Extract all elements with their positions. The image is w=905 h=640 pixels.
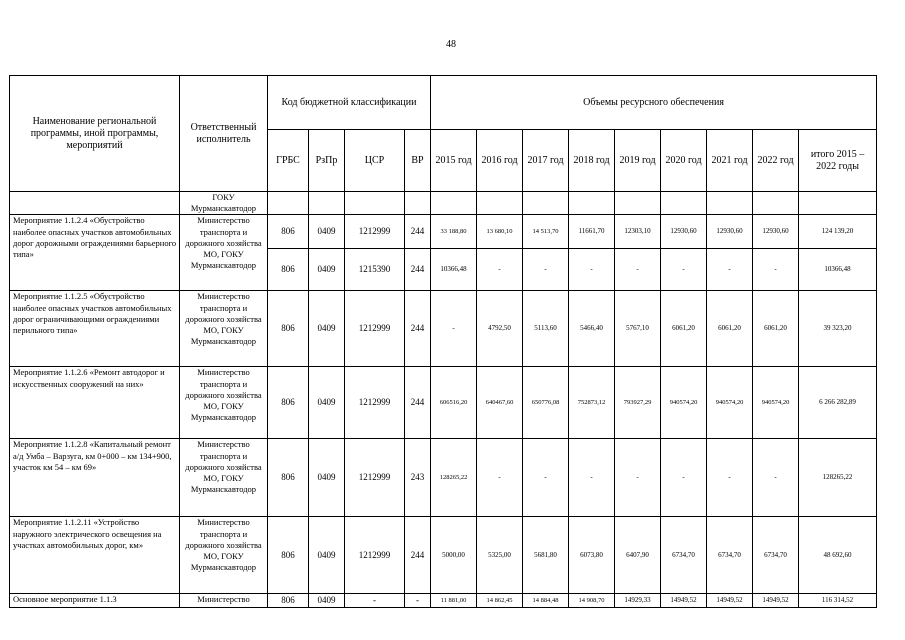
measure-name: Основное мероприятие 1.1.3 [10,594,180,608]
csr-cell: 1212999 [345,215,405,249]
measure-name: Мероприятие 1.1.2.6 «Ремонт автодорог и искусственных сооружений на них» [10,367,180,439]
year-value-cell: 6061,20 [661,291,707,367]
vr-cell: 244 [405,517,431,594]
year-value-cell: - [477,249,523,291]
year-value-cell: - [523,439,569,517]
year-value-cell: 14 862,45 [477,594,523,608]
csr-cell: 1212999 [345,439,405,517]
year-value-cell: - [569,249,615,291]
year-value-cell: 6061,20 [707,291,753,367]
page-number: 48 [446,39,456,50]
year-value-cell: 14949,52 [661,594,707,608]
year-value-cell: - [661,249,707,291]
year-value-cell: 14949,52 [707,594,753,608]
table-body [10,192,877,608]
table-row [10,517,877,594]
header-year: 2021 год [707,130,753,192]
year-value-cell: - [707,439,753,517]
year-value-cell: - [707,249,753,291]
measure-name [10,192,180,215]
vr-cell: 244 [405,249,431,291]
grbs-cell: 806 [268,367,309,439]
year-value-cell: 5767,10 [615,291,661,367]
year-value-cell: 12930,60 [753,215,799,249]
executor-cell: Министерство транспорта и дорожного хозяйства МО, ГОКУ Мурманскавтодор [180,367,268,439]
year-value-cell: 5000,00 [431,517,477,594]
year-value-cell: - [615,439,661,517]
year-value-cell: - [431,291,477,367]
grbs-cell: 806 [268,249,309,291]
csr-cell: - [345,594,405,608]
year-value-cell: 5681,80 [523,517,569,594]
header-year: 2019 год [615,130,661,192]
grbs-cell: 806 [268,439,309,517]
year-value-cell: - [477,439,523,517]
measure-name: Мероприятие 1.1.2.5 «Обустройство наиболее опасных участков автомобильных дорог ограничивающими ограждениями перильного типа» [10,291,180,367]
year-value-cell: - [569,439,615,517]
vr-cell: 244 [405,215,431,249]
year-value-cell: 12930,60 [661,215,707,249]
header-resources: Объемы ресурсного обеспечения [431,76,877,130]
executor-cell: Министерство транспорта и дорожного хозяйства МО, ГОКУ Мурманскавтодор [180,215,268,291]
rzpr-cell: 0409 [309,517,345,594]
header-grbs: ГРБС [268,130,309,192]
year-value-cell: - [753,439,799,517]
year-value-cell: 6061,20 [753,291,799,367]
budget-table [9,75,877,608]
header-total: итого 2015 – 2022 годы [799,130,877,192]
year-value-cell: 33 188,80 [431,215,477,249]
year-value-cell: 13 680,10 [477,215,523,249]
header-name: Наименование региональной программы, иной программы, мероприятий [10,76,180,192]
vr-cell: - [405,594,431,608]
measure-name: Мероприятие 1.1.2.11 «Устройство наружного электрического освещения на участках автомобильных дорог, км» [10,517,180,594]
year-value-cell: 940574,20 [753,367,799,439]
header-rzpr: РзПр [309,130,345,192]
executor-cell: ГОКУ Мурманскавтодор [180,192,268,215]
total-cell: 124 139,20 [799,215,877,249]
year-value-cell: 6734,70 [753,517,799,594]
csr-cell: 1212999 [345,517,405,594]
year-value-cell: 940574,20 [707,367,753,439]
header-year: 2017 год [523,130,569,192]
header-vr: ВР [405,130,431,192]
table-row [10,439,877,517]
table-row [10,594,877,608]
rzpr-cell: 0409 [309,594,345,608]
year-value-cell: 5113,60 [523,291,569,367]
executor-cell: Министерство транспорта и дорожного хозяйства МО, ГОКУ Мурманскавтодор [180,439,268,517]
total-cell: 10366,48 [799,249,877,291]
total-cell: 39 323,20 [799,291,877,367]
vr-cell: 244 [405,367,431,439]
year-value-cell: 752873,12 [569,367,615,439]
csr-cell: 1212999 [345,367,405,439]
table-row [10,291,877,367]
year-value-cell: - [615,249,661,291]
executor-cell: Министерство [180,594,268,608]
year-value-cell: 11 881,00 [431,594,477,608]
year-value-cell: 6407,90 [615,517,661,594]
year-value-cell: 14 513,70 [523,215,569,249]
year-value-cell: 6734,70 [661,517,707,594]
grbs-cell: 806 [268,594,309,608]
year-value-cell: 14929,33 [615,594,661,608]
year-value-cell: 940574,20 [661,367,707,439]
vr-cell: 244 [405,291,431,367]
year-value-cell: 793927,29 [615,367,661,439]
header-csr: ЦСР [345,130,405,192]
year-value-cell: 12930,60 [707,215,753,249]
executor-cell: Министерство транспорта и дорожного хозяйства МО, ГОКУ Мурманскавтодор [180,291,268,367]
year-value-cell: 5325,00 [477,517,523,594]
csr-cell: 1215390 [345,249,405,291]
year-value-cell: 5466,40 [569,291,615,367]
year-value-cell: 14 884,48 [523,594,569,608]
total-cell: 128265,22 [799,439,877,517]
header-executor: Ответственный исполнитель [180,76,268,192]
header-year: 2022 год [753,130,799,192]
rzpr-cell: 0409 [309,439,345,517]
measure-name: Мероприятие 1.1.2.8 «Капитальный ремонт а/д Умба – Варзуга, км 0+000 – км 134+900, участок км 54 – км 69» [10,439,180,517]
year-value-cell: 11661,70 [569,215,615,249]
year-value-cell: - [661,439,707,517]
rzpr-cell: 0409 [309,367,345,439]
year-value-cell: 14 908,70 [569,594,615,608]
header-year: 2018 год [569,130,615,192]
year-value-cell: 650776,08 [523,367,569,439]
year-value-cell: 12303,10 [615,215,661,249]
executor-cell: Министерство транспорта и дорожного хозяйства МО, ГОКУ Мурманскавтодор [180,517,268,594]
rzpr-cell: 0409 [309,215,345,249]
total-cell: 48 692,60 [799,517,877,594]
year-value-cell: 4792,50 [477,291,523,367]
year-value-cell: 606516,20 [431,367,477,439]
rzpr-cell: 0409 [309,249,345,291]
total-cell: 6 266 282,89 [799,367,877,439]
table-row [10,192,877,215]
grbs-cell: 806 [268,291,309,367]
year-value-cell: 10366,48 [431,249,477,291]
year-value-cell: - [523,249,569,291]
total-cell: 116 314,52 [799,594,877,608]
vr-cell: 243 [405,439,431,517]
grbs-cell: 806 [268,215,309,249]
table-row [10,367,877,439]
year-value-cell: 6073,80 [569,517,615,594]
header-year: 2015 год [431,130,477,192]
table-row [10,215,877,249]
header-year: 2016 год [477,130,523,192]
rzpr-cell: 0409 [309,291,345,367]
header-budget-code: Код бюджетной классификации [268,76,431,130]
csr-cell: 1212999 [345,291,405,367]
header-year: 2020 год [661,130,707,192]
year-value-cell: 640467,60 [477,367,523,439]
year-value-cell: 6734,70 [707,517,753,594]
year-value-cell: - [753,249,799,291]
grbs-cell: 806 [268,517,309,594]
measure-name: Мероприятие 1.1.2.4 «Обустройство наиболее опасных участков автомобильных дорог дорожными ограждениями барьерного типа» [10,215,180,291]
year-value-cell: 128265,22 [431,439,477,517]
year-value-cell: 14949,52 [753,594,799,608]
